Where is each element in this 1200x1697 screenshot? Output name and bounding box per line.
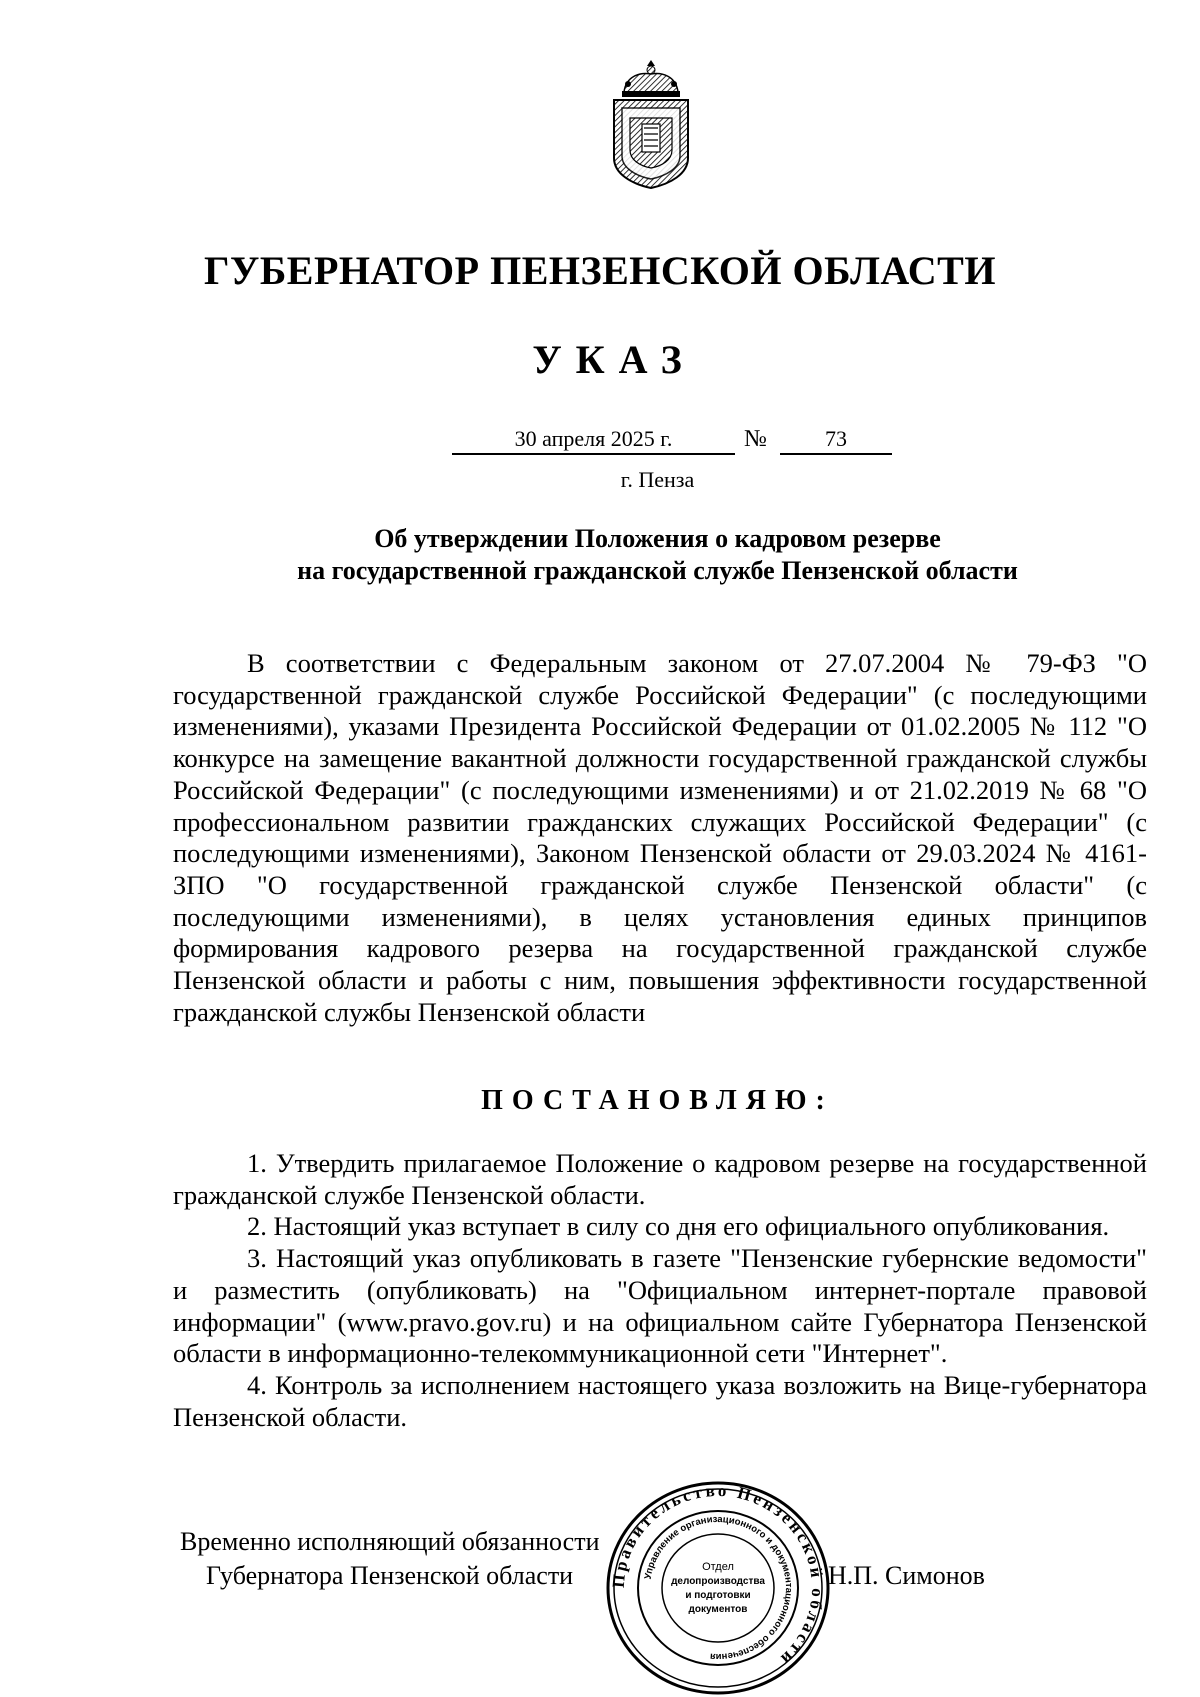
- decree-number-field: [780, 425, 892, 455]
- coat-of-arms-icon: [604, 58, 698, 190]
- preamble: [173, 648, 1147, 1028]
- number-sign: №: [744, 426, 767, 452]
- decree-date: 30 апреля 2025 г.: [452, 425, 735, 455]
- seal-center-line-1: Отдел: [702, 1561, 734, 1573]
- preamble-paragraph: В соответствии с Федеральным законом от 27.07.2004 № 79-ФЗ "О государственной гражданской службе Российской Федерации" (с последующими изменениями), указами Президента Российской Федерации от 01.02.2005 № 112 "О конкурсе на замещение вакантной должности государственной гражданской службы Российской Федерации" (с последующими изменениями) и от 21.02.2019 № 68 "О профессиональном развитии гражданских служащих Российской Федерации" (с последующими изменениями), Законом Пензенской области от 29.03.2024 № 4161-ЗПО "О государственной гражданской службе Пензенской области" (с последующими изменениями), в целях установления единых принципов формирования кадрового резерва на государственной гражданской службе Пензенской области и работы с ним, повышения эффективности государственной гражданской службы Пензенской области: [173, 648, 1147, 1027]
- issue-city: г. Пенза: [620, 467, 695, 492]
- signatory-position: [180, 1525, 600, 1593]
- decree-item-2: 2. Настоящий указ вступает в силу со дня его официального опубликования.: [247, 1211, 1110, 1242]
- decree-items: [173, 1148, 1147, 1433]
- seal-center-line-4: документов: [688, 1604, 748, 1615]
- decree-word: ПОСТАНОВЛЯЮ:: [481, 1085, 834, 1116]
- subject-line-1: Об утверждении Положения о кадровом резерве: [374, 524, 941, 553]
- official-seal-icon: [605, 1480, 831, 1696]
- subject-line-2: на государственной гражданской службе Пензенской области: [297, 556, 1018, 585]
- signatory-position-line-2: Губернатора Пензенской области: [206, 1561, 574, 1590]
- decree-number: 73: [780, 425, 892, 455]
- signatory-name: Н.П. Симонов: [828, 1561, 985, 1590]
- svg-text:Управление организационного и: [643, 1514, 794, 1662]
- signatory-position-line-1: Временно исполняющий обязанности: [180, 1527, 600, 1556]
- seal-center-line-2: делопроизводства: [671, 1576, 765, 1587]
- seal-middle-text: Управление организационного и документационного обеспечения: [642, 1513, 795, 1663]
- decree-subject: [0, 523, 1200, 587]
- decree-item-3: 3. Настоящий указ опубликовать в газете "Пензенские губернские ведомости" и разместить (опубликовать) на "Официальном интернет-портале правовой информации" (www.pravo.gov.ru) и на официальном сайте Губернатора Пензенской области в информационно-телекоммуникационной сети "Интернет".: [173, 1243, 1147, 1369]
- decree-date-field: [452, 425, 735, 455]
- decree-item-4: 4. Контроль за исполнением настоящего указа возложить на Вице-губернатора Пензенской области.: [173, 1369, 1147, 1432]
- issuing-authority: ГУБЕРНАТОР ПЕНЗЕНСКОЙ ОБЛАСТИ: [204, 248, 996, 293]
- seal-center-line-3: и подготовки: [685, 1590, 751, 1601]
- seal-outer-text: Правительство Пензенской области: [608, 1480, 828, 1671]
- decree-item-1: 1. Утвердить прилагаемое Положение о кадровом резерве на государственной гражданской службе Пензенской области.: [173, 1148, 1147, 1210]
- document-type: УКАЗ: [532, 337, 696, 382]
